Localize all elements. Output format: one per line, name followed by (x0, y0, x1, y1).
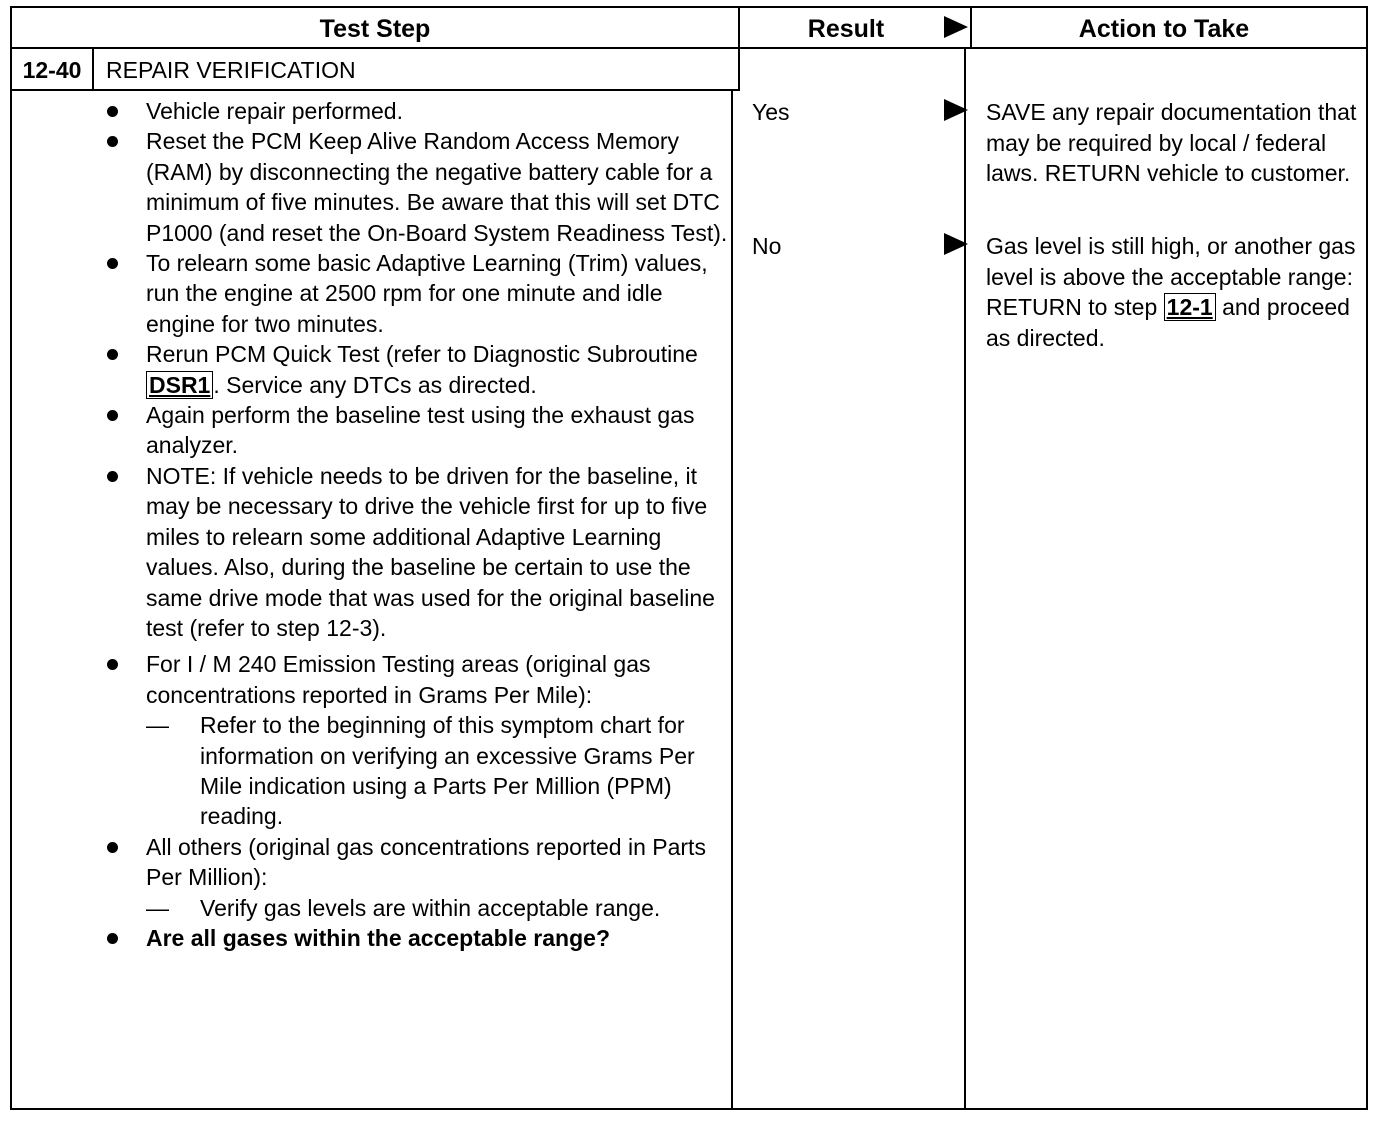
no-arrow-icon (944, 233, 968, 255)
bullet-icon (107, 842, 118, 853)
result-no: No (752, 233, 782, 259)
bullet-icon (107, 659, 118, 670)
sub-item (100, 710, 730, 832)
list-item (100, 400, 730, 461)
item-text: . Service any DTCs as directed. (213, 371, 537, 398)
header-test-step: Test Step (319, 15, 431, 43)
list-item (100, 649, 730, 831)
bullet-icon (107, 471, 118, 482)
bullet-icon (107, 106, 118, 117)
list-item (100, 923, 730, 953)
dash-icon: — (146, 712, 169, 739)
item-text: Again perform the baseline test using the exhaust gas analyzer. (146, 402, 695, 459)
action-no (986, 231, 1364, 353)
bullet-icon (107, 258, 118, 269)
item-text: To relearn some basic Adaptive Learning (Trim) values, run the engine at 2500 rpm for one minute and idle engine for two minutes. (146, 250, 708, 337)
action-no-text-end: and proceed as directed. (986, 294, 1350, 351)
divider-stepnum (92, 48, 94, 90)
list-item (100, 96, 730, 126)
header-result: Result (807, 15, 885, 43)
bullet-icon (107, 410, 118, 421)
result-yes: Yes (752, 99, 790, 125)
bullet-icon (107, 933, 118, 944)
item-text: For I / M 240 Emission Testing areas (original gas concentrations reported in Grams Per Mile): (146, 651, 651, 708)
header-arrow-icon (944, 16, 968, 38)
sub-item (100, 893, 730, 923)
ref-dsr1-link[interactable]: DSR1 (146, 371, 213, 399)
sub-item-text: Refer to the beginning of this symptom chart for information on verifying an excessive Grams Per Mile indication using a Parts Per Million (PPM) reading. (200, 712, 695, 830)
dash-icon: — (146, 894, 169, 921)
divider-test-result-body (731, 90, 733, 1110)
item-text: Rerun PCM Quick Test (refer to Diagnostic Subroutine (146, 341, 698, 368)
header-action: Action to Take (1078, 15, 1250, 43)
step-title: REPAIR VERIFICATION (106, 57, 356, 83)
list-item (100, 248, 730, 339)
bullet-icon (107, 136, 118, 147)
list-item (100, 832, 730, 923)
ref-step-12-1-link[interactable]: 12-1 (1164, 293, 1216, 321)
action-no-text: Gas level is still high, or another gas level is above the acceptable range: RETURN to step (986, 233, 1356, 320)
bullet-icon (107, 349, 118, 360)
list-item (100, 339, 730, 400)
action-yes: SAVE any repair documentation that may be required by local / federal laws. RETURN vehicle to customer. (986, 99, 1357, 186)
item-text: Reset the PCM Keep Alive Random Access Memory (RAM) by disconnecting the negative battery cable for a minimum of five minutes. Be aware that this will set DTC P1000 (and reset the On-Board System Readiness Test). (146, 128, 728, 246)
yes-arrow-icon (944, 99, 968, 121)
item-text: All others (original gas concentrations reported in Parts Per Million): (146, 833, 706, 891)
step-number: 12-40 (22, 57, 82, 83)
test-step-list (100, 96, 730, 953)
divider-result-action-body (964, 48, 966, 1110)
sub-item-text: Verify gas levels are within acceptable range. (200, 894, 661, 921)
question-text: Are all gases within the acceptable range? (146, 924, 610, 951)
list-item (100, 461, 730, 643)
divider-step-right (738, 48, 740, 90)
item-text: NOTE: If vehicle needs to be driven for the baseline, it may be necessary to drive the vehicle first for up to five miles to relearn some additional Adaptive Learning values. Also, during the baseline be certain to use the same drive mode that was used for the original baseline test (refer to step 12-3). (146, 462, 715, 641)
list-item (100, 126, 730, 248)
item-text: Vehicle repair performed. (146, 98, 403, 124)
